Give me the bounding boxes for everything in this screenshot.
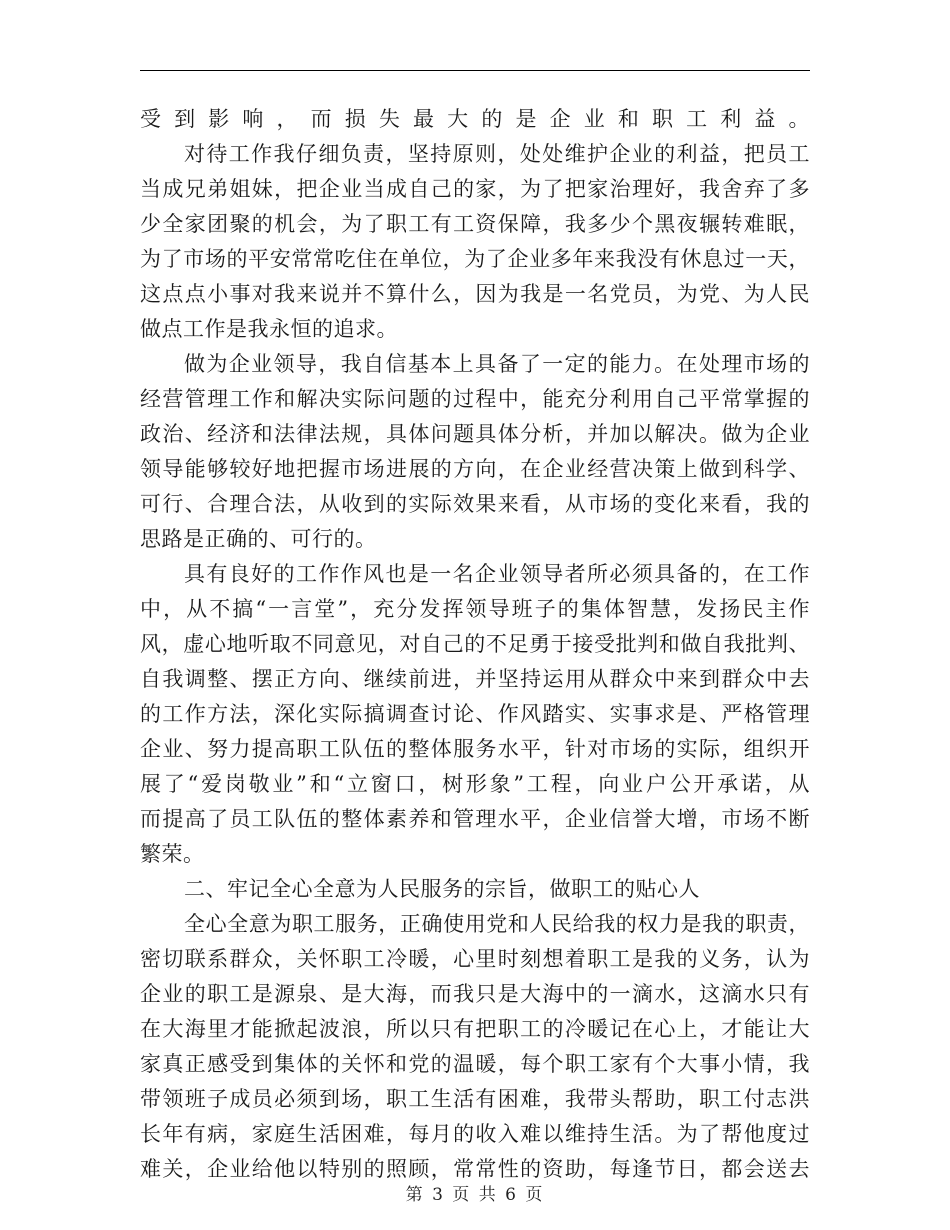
paragraph-line: 具有良好的工作作风也是一名企业领导者所必须具备的，在工作 bbox=[184, 562, 810, 586]
paragraph-line: 企业、努力提高职工队伍的整体服务水平，针对市场的实际，组织开 bbox=[140, 737, 810, 761]
paragraph-line: 家真正感受到集体的关怀和党的温暖，每个职工家有个大事小情，我 bbox=[140, 1052, 810, 1076]
paragraph-line: 难关，企业给他以特别的照顾，常常性的资助，每逢节日，都会送去 bbox=[140, 1157, 810, 1181]
paragraph-line: 思路是正确的、可行的。 bbox=[140, 527, 377, 551]
paragraph-line: 展了“爱岗敬业”和“立窗口，树形象”工程，向业户公开承诺，从 bbox=[140, 772, 810, 796]
page-number: 第 3 页 共 6 页 bbox=[405, 1185, 545, 1205]
paragraph-line: 风，虚心地听取不同意见，对自己的不足勇于接受批判和做自我批判、 bbox=[140, 632, 810, 656]
paragraph-line: 而提高了员工队伍的整体素养和管理水平，企业信誉大增，市场不断 bbox=[140, 807, 810, 831]
paragraph-line: 受到影响，而损失最大的是企业和职工利益。 bbox=[140, 107, 810, 131]
paragraph-line: 在大海里才能掀起波浪，所以只有把职工的冷暖记在心上，才能让大 bbox=[140, 1017, 810, 1041]
paragraph-line: 做点工作是我永恒的追求。 bbox=[140, 317, 398, 341]
paragraph-line: 可行、合理合法，从收到的实际效果来看，从市场的变化来看，我的 bbox=[140, 492, 810, 516]
paragraph-line: 自我调整、摆正方向、继续前进，并坚持运用从群众中来到群众中去 bbox=[140, 667, 810, 691]
paragraph-line: 长年有病，家庭生活困难，每月的收入难以维持生活。为了帮他度过 bbox=[140, 1122, 810, 1146]
paragraph-line: 当成兄弟姐妹，把企业当成自己的家，为了把家治理好，我舍弃了多 bbox=[140, 177, 810, 201]
header-rule bbox=[140, 70, 810, 71]
paragraph-line: 政治、经济和法律法规，具体问题具体分析，并加以解决。做为企业 bbox=[140, 422, 810, 446]
paragraph-line: 做为企业领导，我自信基本上具备了一定的能力。在处理市场的 bbox=[184, 352, 810, 376]
paragraph-line: 经营管理工作和解决实际问题的过程中，能充分利用自己平常掌握的 bbox=[140, 387, 810, 411]
paragraph-line: 企业的职工是源泉、是大海，而我只是大海中的一滴水，这滴水只有 bbox=[140, 982, 810, 1006]
paragraph-line: 这点点小事对我来说并不算什么，因为我是一名党员，为党、为人民 bbox=[140, 282, 810, 306]
paragraph-line: 少全家团聚的机会，为了职工有工资保障，我多少个黑夜辗转难眠， bbox=[140, 212, 810, 236]
paragraph-line: 为了市场的平安常常吃住在单位，为了企业多年来我没有休息过一天， bbox=[140, 247, 810, 271]
paragraph-line: 领导能够较好地把握市场进展的方向，在企业经营决策上做到科学、 bbox=[140, 457, 810, 481]
document-body bbox=[140, 102, 810, 1187]
paragraph-line: 对待工作我仔细负责，坚持原则，处处维护企业的利益，把员工 bbox=[184, 142, 810, 166]
paragraph-line: 全心全意为职工服务，正确使用党和人民给我的权力是我的职责， bbox=[184, 912, 810, 936]
paragraph-line: 中，从不搞“一言堂”，充分发挥领导班子的集体智慧，发扬民主作 bbox=[140, 597, 810, 621]
paragraph-line: 繁荣。 bbox=[140, 842, 205, 866]
section-heading: 二、牢记全心全意为人民服务的宗旨，做职工的贴心人 bbox=[184, 877, 700, 901]
paragraph-line: 的工作方法，深化实际搞调查讨论、作风踏实、实事求是、严格管理 bbox=[140, 702, 810, 726]
paragraph-line: 密切联系群众，关怀职工冷暖，心里时刻想着职工是我的义务，认为 bbox=[140, 947, 810, 971]
paragraph-line: 带领班子成员必须到场，职工生活有困难，我带头帮助，职工付志洪 bbox=[140, 1087, 810, 1111]
